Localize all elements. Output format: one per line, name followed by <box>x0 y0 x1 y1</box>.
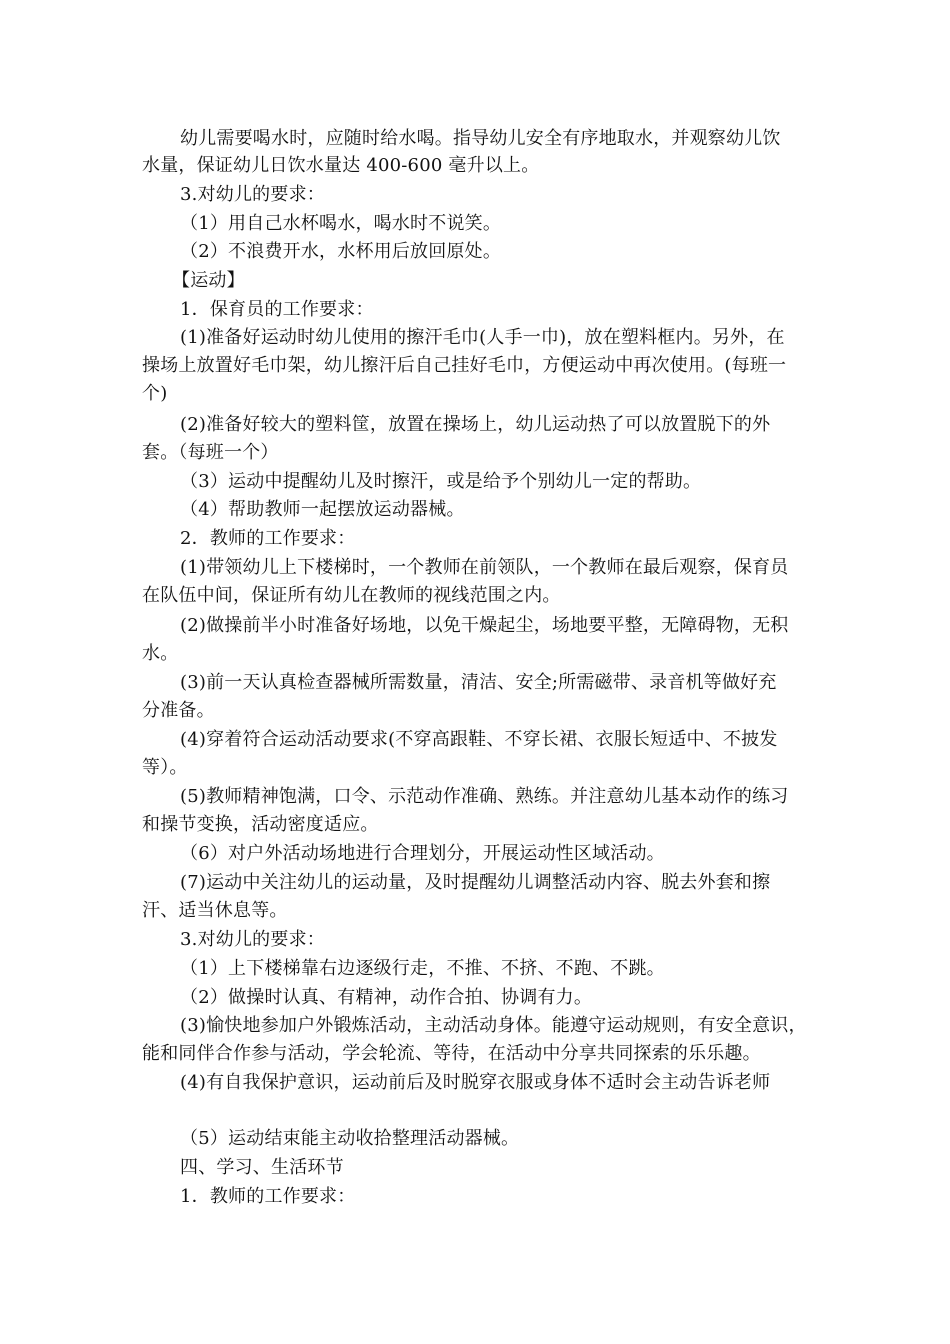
list-item: (7)运动中关注幼儿的运动量，及时提醒幼儿调整活动内容、脱去外套和擦 <box>180 872 771 893</box>
list-item: (5)教师精神饱满，口令、示范动作准确、熟练。并注意幼儿基本动作的练习 <box>180 786 789 807</box>
list-item: （2）不浪费开水，水杯用后放回原处。 <box>180 241 502 262</box>
paragraph-line: 套。（每班一个） <box>142 442 279 463</box>
paragraph-line: 水。 <box>142 643 179 664</box>
paragraph-line: 在队伍中间，保证所有幼儿在教师的视线范围之内。 <box>142 585 561 606</box>
section-heading: 四、学习、生活环节 <box>180 1157 344 1178</box>
list-item: (1)准备好运动时幼儿使用的擦汗毛巾(人手一巾)，放在塑料框内。另外，在 <box>180 327 785 348</box>
paragraph-line: 操场上放置好毛巾架，幼儿擦汗后自己挂好毛巾，方便运动中再次使用。(每班一 <box>142 355 787 376</box>
paragraph-line: 汗、适当休息等。 <box>142 900 288 921</box>
paragraph-line: 分准备。 <box>142 700 215 721</box>
list-item: (2)准备好较大的塑料筐，放置在操场上，幼儿运动热了可以放置脱下的外 <box>180 414 771 435</box>
section-heading: 1．教师的工作要求： <box>180 1186 356 1207</box>
paragraph-line: 幼儿需要喝水时，应随时给水喝。指导幼儿安全有序地取水，并观察幼儿饮 <box>180 128 781 149</box>
list-item: （1）上下楼梯靠右边逐级行走，不推、不挤、不跑、不跳。 <box>180 958 665 979</box>
list-item: （6）对户外活动场地进行合理划分，开展运动性区域活动。 <box>180 843 665 864</box>
section-heading: 1．保育员的工作要求： <box>180 299 374 320</box>
paragraph-line: 等）。 <box>142 757 188 778</box>
section-heading: 2．教师的工作要求： <box>180 528 356 549</box>
list-item: (2)做操前半小时准备好场地，以免干燥起尘，场地要平整，无障碍物，无积 <box>180 615 789 636</box>
list-item: (3)愉快地参加户外锻炼活动，主动活动身体。能遵守运动规则，有安全意识， <box>180 1015 807 1036</box>
list-item: (3)前一天认真检查器械所需数量，清洁、安全;所需磁带、录音机等做好充 <box>180 672 777 693</box>
list-item: （2）做操时认真、有精神，动作合拍、协调有力。 <box>180 987 593 1008</box>
paragraph-line: 水量，保证幼儿日饮水量达 400-600 毫升以上。 <box>142 155 540 176</box>
list-item: (1)带领幼儿上下楼梯时，一个教师在前领队，一个教师在最后观察，保育员 <box>180 557 789 578</box>
list-item: (4)有自我保护意识，运动前后及时脱穿衣服或身体不适时会主动告诉老师 <box>180 1072 771 1093</box>
list-item: （3）运动中提醒幼儿及时擦汗，或是给予个别幼儿一定的帮助。 <box>180 471 702 492</box>
section-heading: 3.对幼儿的要求： <box>180 184 325 205</box>
paragraph-line: 能和同伴合作参与活动，学会轮流、等待，在活动中分享共同探索的乐乐趣。 <box>142 1043 761 1064</box>
paragraph-line: 个) <box>142 383 168 404</box>
list-item: （1）用自己水杯喝水，喝水时不说笑。 <box>180 213 502 234</box>
section-heading: 3.对幼儿的要求： <box>180 929 325 950</box>
paragraph-line: 和操节变换，活动密度适应。 <box>142 814 379 835</box>
list-item: (4)穿着符合运动活动要求(不穿高跟鞋、不穿长裙、衣服长短适中、不披发 <box>180 729 778 750</box>
list-item: （5）运动结束能主动收拾整理活动器械。 <box>180 1128 520 1149</box>
list-item: （4）帮助教师一起摆放运动器械。 <box>180 499 465 520</box>
section-title: 【运动】 <box>172 270 245 291</box>
